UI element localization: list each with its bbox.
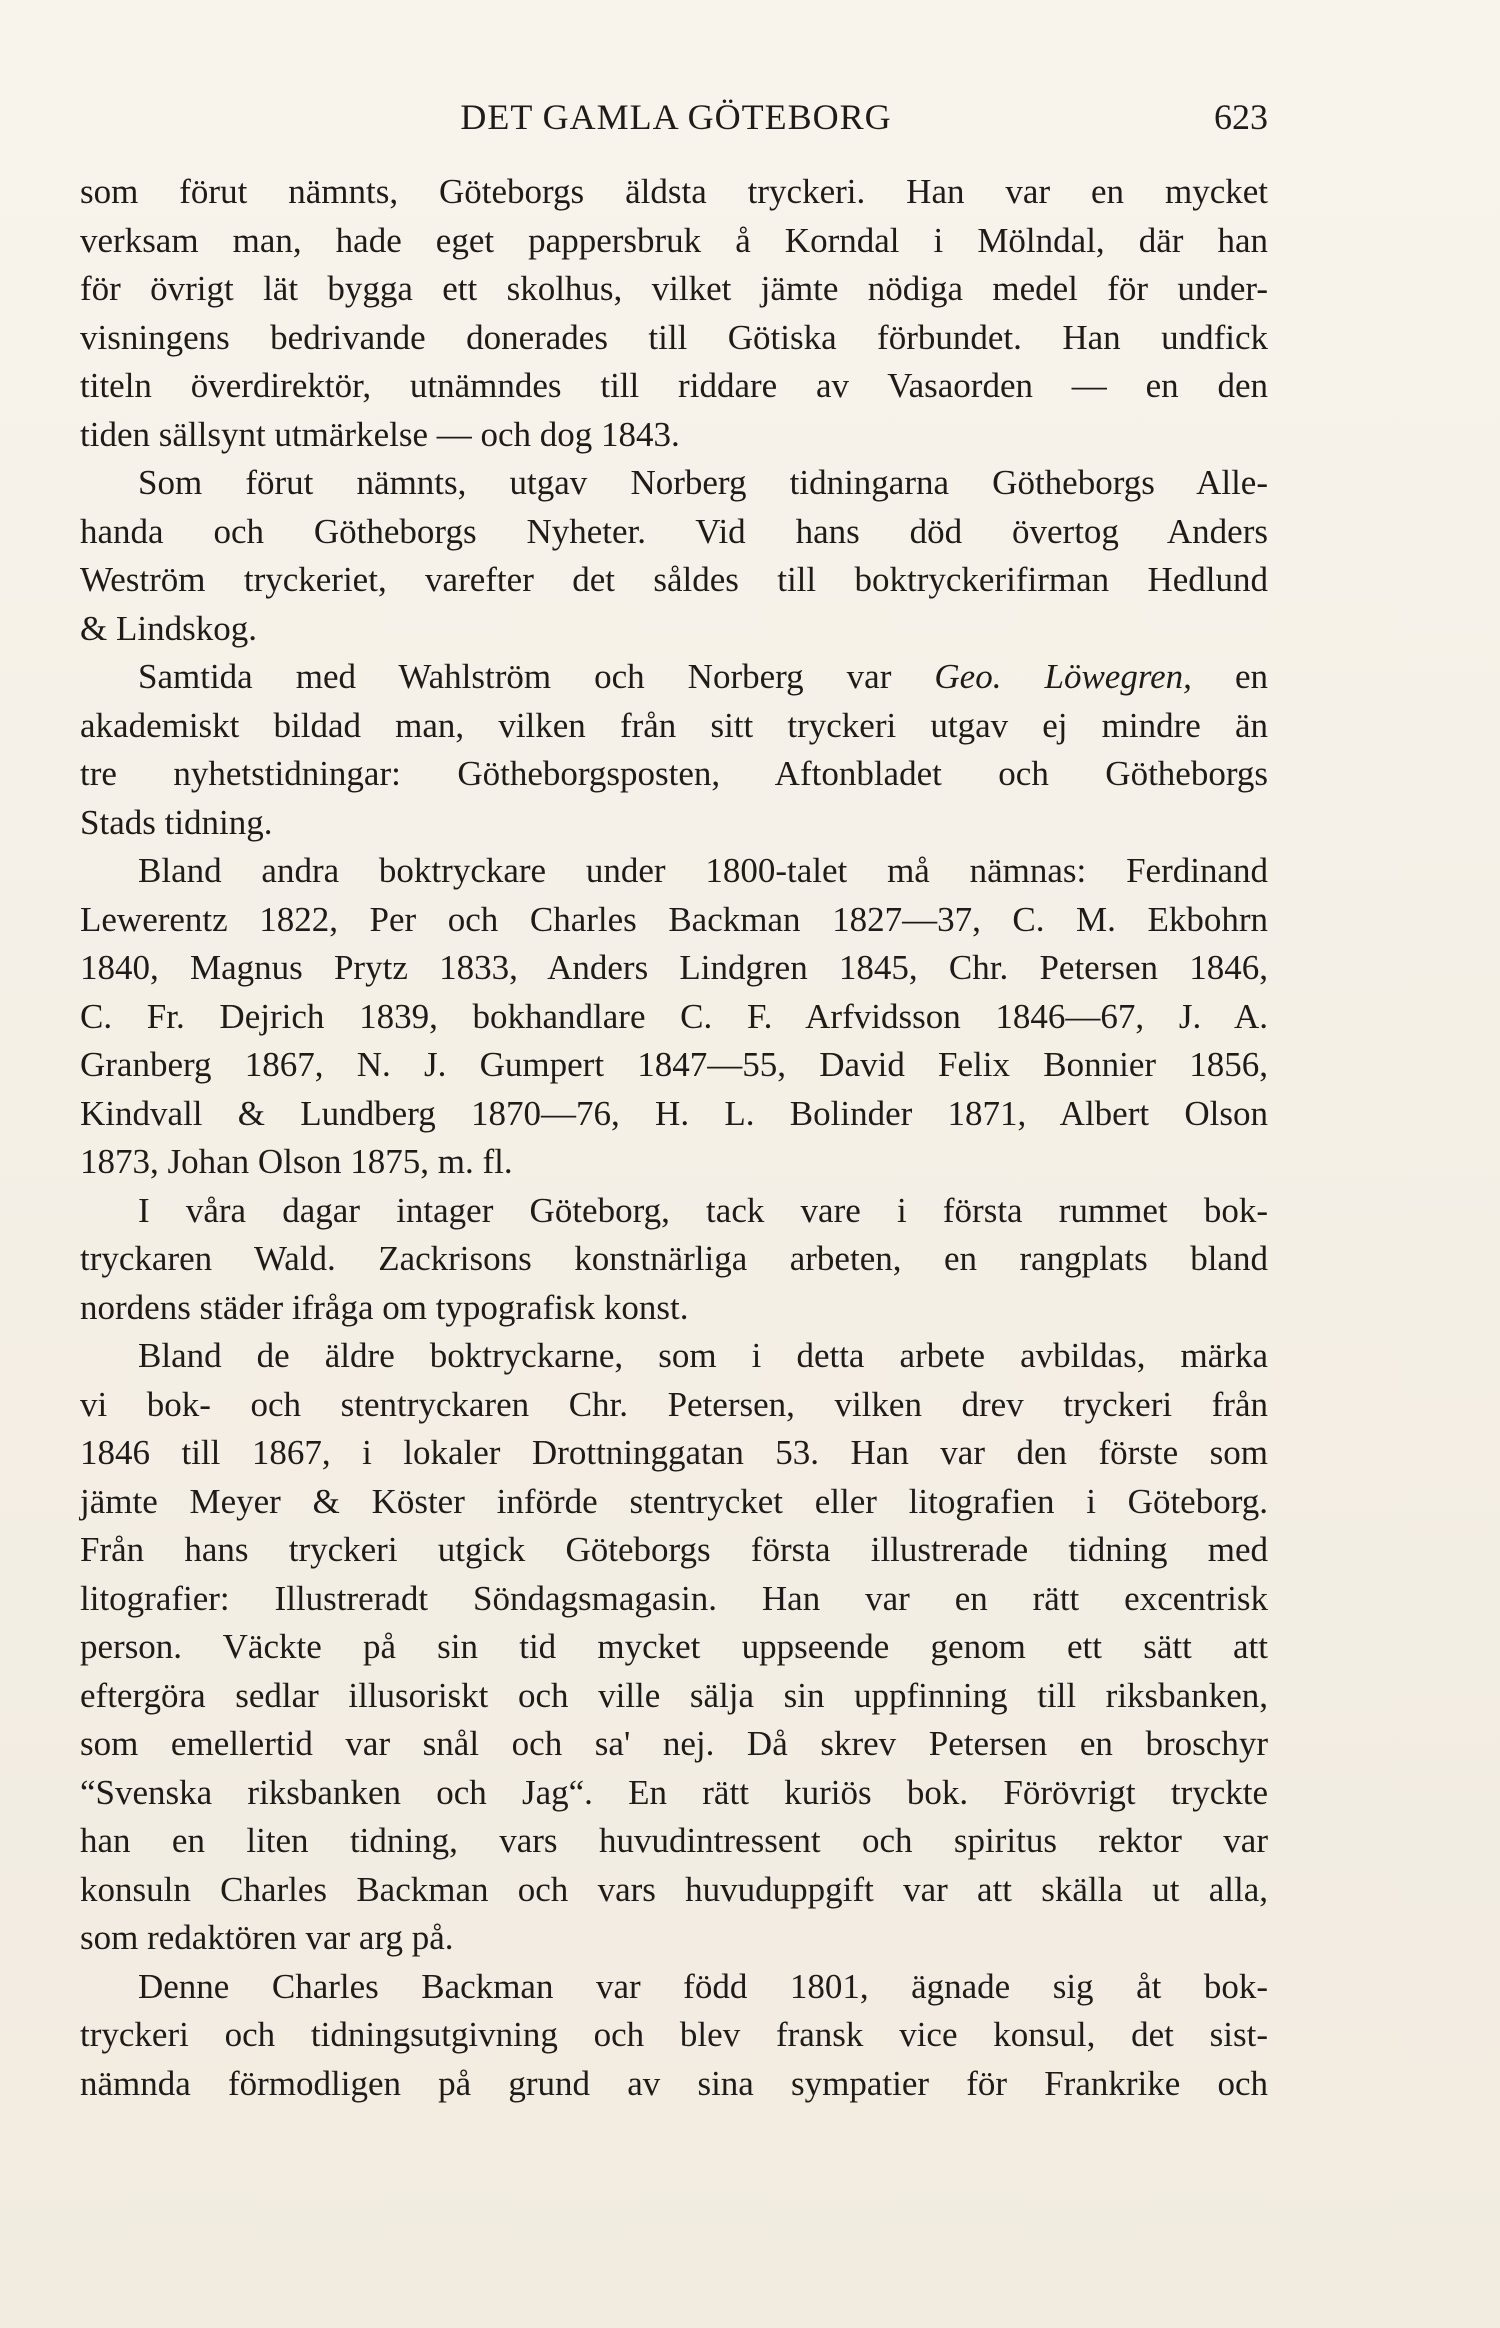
text-line: C. Fr. Dejrich 1839, bokhandlare C. F. Arfvidsson 1846—67, J. A. (80, 996, 1268, 1036)
text-line: konsuln Charles Backman och vars huvuduppgift var att skälla ut alla, (80, 1869, 1268, 1909)
text-line: person. Väckte på sin tid mycket uppseende genom ett sätt att (80, 1627, 1268, 1666)
text-line: som emellertid var snål och sa' nej. Då skrev Petersen en broschyr (80, 1724, 1268, 1763)
text-line: litografier: Illustreradt Söndagsmagasin. Han var en rätt excentrisk (80, 1578, 1268, 1618)
text-line: 1840, Magnus Prytz 1833, Anders Lindgren 1845, Chr. Petersen 1846, (80, 948, 1268, 987)
text-line: Från hans tryckeri utgick Göteborgs första illustrerade tidning med (80, 1530, 1268, 1569)
text-line: som redaktören var arg på. (80, 1918, 454, 1957)
text-line: Weström tryckeriet, varefter det såldes till boktryckerifirman Hedlund (80, 560, 1268, 599)
text-line: titeln överdirektör, utnämndes till riddare av Vasaorden — en den (80, 366, 1268, 405)
page-header (84, 96, 1268, 144)
text-line: Som förut nämnts, utgav Norberg tidningarna Götheborgs Alle- (138, 463, 1268, 502)
text-line: för övrigt lät bygga ett skolhus, vilket jämte nödiga medel för under- (80, 269, 1268, 308)
italic-name: Geo. Löwegren, (934, 657, 1192, 696)
text-line: tryckaren Wald. Zackrisons konstnärliga arbeten, en rangplats bland (80, 1239, 1268, 1278)
running-title: DET GAMLA GÖTEBORG (460, 97, 892, 137)
text-line: 1846 till 1867, i lokaler Drottninggatan 53. Han var den förste som (80, 1433, 1268, 1472)
text-line: Granberg 1867, N. J. Gumpert 1847—55, David Felix Bonnier 1856, (80, 1045, 1268, 1084)
text-line: Lewerentz 1822, Per och Charles Backman 1827—37, C. M. Ekbohrn (80, 899, 1268, 939)
text-line: akademiskt bildad man, vilken från sitt tryckeri utgav ej mindre än (80, 705, 1268, 745)
text-line: tryckeri och tidningsutgivning och blev fransk vice konsul, det sist- (80, 2015, 1268, 2054)
text-line: Bland andra boktryckare under 1800-talet må nämnas: Ferdinand (138, 851, 1268, 890)
text-line: tiden sällsynt utmärkelse — och dog 1843. (80, 414, 680, 454)
text-line: tre nyhetstidningar: Götheborgsposten, Aftonbladet och Götheborgs (80, 754, 1268, 793)
text-line: som förut nämnts, Göteborgs äldsta tryckeri. Han var en mycket (80, 172, 1268, 211)
text-line: jämte Meyer & Köster införde stentrycket eller litografien i Göteborg. (80, 1481, 1268, 1521)
text-line: nämnda förmodligen på grund av sina sympatier för Frankrike och (80, 2063, 1268, 2103)
page-number: 623 (1214, 97, 1268, 137)
text-line: handa och Götheborgs Nyheter. Vid hans död övertog Anders (80, 511, 1268, 551)
text-line: eftergöra sedlar illusoriskt och ville sälja sin uppfinning till riksbanken, (80, 1675, 1268, 1715)
text-line: Samtida med Wahlström och Norberg var Geo. Löwegren, en (138, 657, 1268, 696)
text-line: I våra dagar intager Göteborg, tack vare i första rummet bok- (138, 1190, 1268, 1230)
text-line: han en liten tidning, vars huvudintressent och spiritus rektor var (80, 1821, 1268, 1860)
text-line: Kindvall & Lundberg 1870—76, H. L. Bolinder 1871, Albert Olson (80, 1093, 1268, 1133)
text-line: Stads tidning. (80, 802, 273, 842)
text-line: “Svenska riksbanken och Jag“. En rätt kuriös bok. Förövrigt tryckte (80, 1772, 1268, 1812)
text-line: verksam man, hade eget pappersbruk å Korndal i Mölndal, där han (80, 220, 1268, 260)
text-line: Denne Charles Backman var född 1801, ägnade sig åt bok- (138, 1966, 1268, 2006)
text-line: vi bok- och stentryckaren Chr. Petersen, vilken drev tryckeri från (80, 1384, 1268, 1424)
text-line: Bland de äldre boktryckarne, som i detta arbete avbildas, märka (138, 1336, 1268, 1375)
text-line: visningens bedrivande donerades till Götiska förbundet. Han undfick (80, 317, 1268, 357)
text-line: & Lindskog. (80, 608, 257, 648)
body-text (80, 168, 1268, 2108)
text-line: nordens städer ifråga om typografisk konst. (80, 1287, 689, 1327)
text-line: 1873, Johan Olson 1875, m. fl. (80, 1142, 513, 1181)
